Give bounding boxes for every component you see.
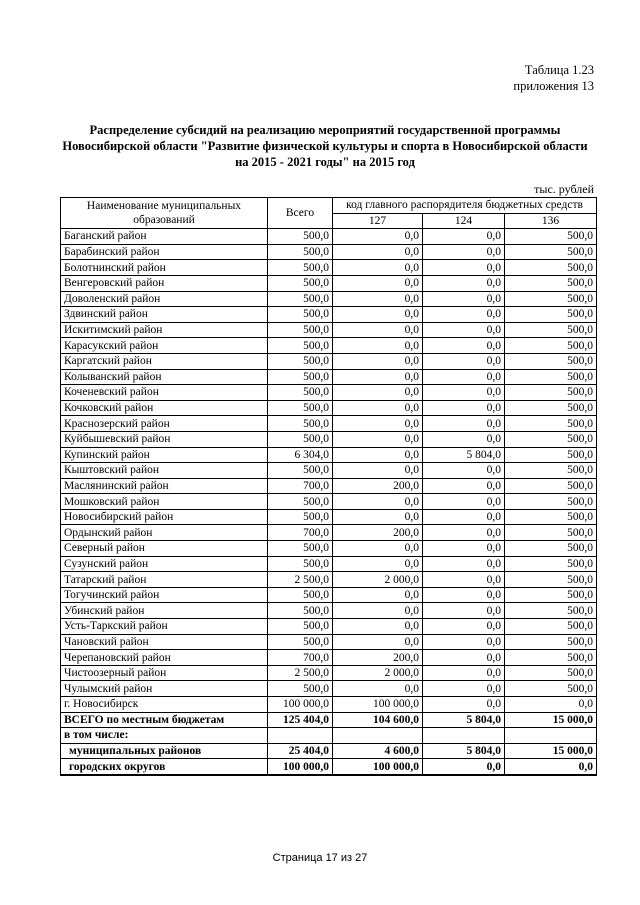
cell-c127 bbox=[333, 728, 423, 744]
cell-c127: 4 600,0 bbox=[333, 743, 423, 759]
page-number: Страница 17 из 27 bbox=[272, 852, 368, 864]
cell-c124: 0,0 bbox=[423, 634, 505, 650]
cell-c124: 5 804,0 bbox=[423, 743, 505, 759]
cell-c127: 200,0 bbox=[333, 478, 423, 494]
cell-name: Убинский район bbox=[61, 603, 268, 619]
table-row bbox=[61, 603, 597, 619]
cell-name: Ордынский район bbox=[61, 525, 268, 541]
table-row bbox=[61, 759, 597, 775]
cell-total: 500,0 bbox=[268, 603, 333, 619]
table-row bbox=[61, 697, 597, 713]
cell-name: Чистоозерный район bbox=[61, 665, 268, 681]
cell-c124: 0,0 bbox=[423, 416, 505, 432]
cell-name: Купинский район bbox=[61, 447, 268, 463]
cell-c136: 500,0 bbox=[505, 541, 597, 557]
cell-total: 100 000,0 bbox=[268, 759, 333, 775]
cell-name: Искитимский район bbox=[61, 322, 268, 338]
table-row bbox=[61, 322, 597, 338]
cell-total: 500,0 bbox=[268, 260, 333, 276]
table-row bbox=[61, 541, 597, 557]
cell-c124: 5 804,0 bbox=[423, 712, 505, 728]
cell-total: 100 000,0 bbox=[268, 697, 333, 713]
cell-total: 6 304,0 bbox=[268, 447, 333, 463]
cell-c136 bbox=[505, 728, 597, 744]
cell-c127: 200,0 bbox=[333, 525, 423, 541]
cell-total: 500,0 bbox=[268, 463, 333, 479]
cell-c127: 104 600,0 bbox=[333, 712, 423, 728]
cell-c136: 500,0 bbox=[505, 416, 597, 432]
cell-c136: 500,0 bbox=[505, 681, 597, 697]
cell-total: 500,0 bbox=[268, 291, 333, 307]
cell-total: 125 404,0 bbox=[268, 712, 333, 728]
cell-name: Колыванский район bbox=[61, 369, 268, 385]
cell-total bbox=[268, 728, 333, 744]
cell-c136: 500,0 bbox=[505, 650, 597, 666]
cell-name: муниципальных районов bbox=[61, 743, 268, 759]
cell-c124: 0,0 bbox=[423, 525, 505, 541]
cell-c127: 0,0 bbox=[333, 229, 423, 245]
cell-c124: 0,0 bbox=[423, 603, 505, 619]
cell-c124: 0,0 bbox=[423, 494, 505, 510]
title-line-3: на 2015 - 2021 годы" на 2015 год bbox=[235, 155, 415, 169]
cell-total: 500,0 bbox=[268, 431, 333, 447]
table-row bbox=[61, 291, 597, 307]
cell-c127: 0,0 bbox=[333, 307, 423, 323]
cell-c136: 500,0 bbox=[505, 244, 597, 260]
cell-name: Новосибирский район bbox=[61, 509, 268, 525]
units-label: тыс. рублей bbox=[534, 182, 594, 196]
cell-c124: 0,0 bbox=[423, 759, 505, 775]
cell-c124: 5 804,0 bbox=[423, 447, 505, 463]
cell-name: Северный район bbox=[61, 541, 268, 557]
table-row bbox=[61, 244, 597, 260]
cell-c127: 100 000,0 bbox=[333, 697, 423, 713]
cell-c136: 0,0 bbox=[505, 697, 597, 713]
cell-c127: 0,0 bbox=[333, 369, 423, 385]
cell-name: Черепановский район bbox=[61, 650, 268, 666]
cell-name: Доволенский район bbox=[61, 291, 268, 307]
cell-c136: 500,0 bbox=[505, 275, 597, 291]
cell-c127: 2 000,0 bbox=[333, 572, 423, 588]
cell-c136: 500,0 bbox=[505, 494, 597, 510]
table-body bbox=[61, 229, 597, 775]
table-row bbox=[61, 525, 597, 541]
cell-total: 500,0 bbox=[268, 587, 333, 603]
table-row bbox=[61, 478, 597, 494]
cell-total: 500,0 bbox=[268, 400, 333, 416]
cell-name: Тогучинский район bbox=[61, 587, 268, 603]
cell-total: 2 500,0 bbox=[268, 572, 333, 588]
cell-c136: 500,0 bbox=[505, 587, 597, 603]
cell-c124: 0,0 bbox=[423, 665, 505, 681]
cell-total: 500,0 bbox=[268, 509, 333, 525]
table-row bbox=[61, 431, 597, 447]
cell-total: 500,0 bbox=[268, 681, 333, 697]
table-row bbox=[61, 650, 597, 666]
cell-c127: 2 000,0 bbox=[333, 665, 423, 681]
table-row bbox=[61, 416, 597, 432]
cell-c136: 500,0 bbox=[505, 338, 597, 354]
table-row bbox=[61, 509, 597, 525]
cell-name: ВСЕГО по местным бюджетам bbox=[61, 712, 268, 728]
cell-name: Усть-Таркский район bbox=[61, 619, 268, 635]
cell-name: Болотнинский район bbox=[61, 260, 268, 276]
cell-name: Венгеровский район bbox=[61, 275, 268, 291]
document-title bbox=[40, 122, 610, 170]
cell-total: 500,0 bbox=[268, 416, 333, 432]
cell-c136: 500,0 bbox=[505, 572, 597, 588]
table-row bbox=[61, 587, 597, 603]
cell-c136: 500,0 bbox=[505, 431, 597, 447]
cell-name: Куйбышевский район bbox=[61, 431, 268, 447]
cell-c136: 15 000,0 bbox=[505, 712, 597, 728]
cell-total: 500,0 bbox=[268, 353, 333, 369]
cell-c136: 500,0 bbox=[505, 260, 597, 276]
cell-total: 700,0 bbox=[268, 478, 333, 494]
cell-c127: 100 000,0 bbox=[333, 759, 423, 775]
cell-name: Здвинский район bbox=[61, 307, 268, 323]
cell-total: 25 404,0 bbox=[268, 743, 333, 759]
cell-total: 700,0 bbox=[268, 650, 333, 666]
cell-total: 2 500,0 bbox=[268, 665, 333, 681]
cell-c136: 500,0 bbox=[505, 307, 597, 323]
cell-c127: 0,0 bbox=[333, 291, 423, 307]
table-row bbox=[61, 307, 597, 323]
cell-total: 500,0 bbox=[268, 322, 333, 338]
cell-c136: 500,0 bbox=[505, 509, 597, 525]
cell-total: 500,0 bbox=[268, 619, 333, 635]
cell-c124: 0,0 bbox=[423, 681, 505, 697]
cell-name: Каргатский район bbox=[61, 353, 268, 369]
cell-c124: 0,0 bbox=[423, 572, 505, 588]
cell-c124: 0,0 bbox=[423, 650, 505, 666]
header-total-column: Всего bbox=[268, 198, 333, 229]
table-row bbox=[61, 556, 597, 572]
cell-c127: 0,0 bbox=[333, 260, 423, 276]
cell-c127: 0,0 bbox=[333, 587, 423, 603]
table-row bbox=[61, 712, 597, 728]
cell-c124: 0,0 bbox=[423, 463, 505, 479]
cell-c136: 500,0 bbox=[505, 634, 597, 650]
cell-c124: 0,0 bbox=[423, 556, 505, 572]
cell-total: 500,0 bbox=[268, 541, 333, 557]
cell-c136: 500,0 bbox=[505, 665, 597, 681]
cell-c124: 0,0 bbox=[423, 260, 505, 276]
cell-c124: 0,0 bbox=[423, 353, 505, 369]
header-code-group: код главного распорядителя бюджетных средств bbox=[333, 198, 597, 214]
cell-c124: 0,0 bbox=[423, 291, 505, 307]
table-caption bbox=[513, 62, 594, 94]
cell-c124: 0,0 bbox=[423, 478, 505, 494]
cell-name: Маслянинский район bbox=[61, 478, 268, 494]
cell-c127: 0,0 bbox=[333, 322, 423, 338]
cell-c136: 500,0 bbox=[505, 291, 597, 307]
cell-name: г. Новосибирск bbox=[61, 697, 268, 713]
cell-name: Краснозерский район bbox=[61, 416, 268, 432]
cell-c127: 0,0 bbox=[333, 541, 423, 557]
cell-name: городских округов bbox=[61, 759, 268, 775]
cell-name: Чулымский район bbox=[61, 681, 268, 697]
cell-c127: 0,0 bbox=[333, 634, 423, 650]
cell-c124: 0,0 bbox=[423, 587, 505, 603]
cell-c124: 0,0 bbox=[423, 385, 505, 401]
table-row bbox=[61, 619, 597, 635]
table-row bbox=[61, 681, 597, 697]
cell-c127: 0,0 bbox=[333, 416, 423, 432]
cell-name: Чановский район bbox=[61, 634, 268, 650]
table-row bbox=[61, 275, 597, 291]
table-row bbox=[61, 572, 597, 588]
cell-c124: 0,0 bbox=[423, 697, 505, 713]
cell-c136: 500,0 bbox=[505, 603, 597, 619]
cell-total: 500,0 bbox=[268, 494, 333, 510]
cell-c124: 0,0 bbox=[423, 275, 505, 291]
cell-name: в том числе: bbox=[61, 728, 268, 744]
table-row bbox=[61, 338, 597, 354]
cell-c136: 500,0 bbox=[505, 400, 597, 416]
cell-c136: 0,0 bbox=[505, 759, 597, 775]
cell-c124: 0,0 bbox=[423, 369, 505, 385]
cell-c136: 15 000,0 bbox=[505, 743, 597, 759]
cell-c124: 0,0 bbox=[423, 244, 505, 260]
table-row bbox=[61, 400, 597, 416]
cell-total: 500,0 bbox=[268, 556, 333, 572]
cell-c124: 0,0 bbox=[423, 338, 505, 354]
cell-c124: 0,0 bbox=[423, 400, 505, 416]
header-code-136: 136 bbox=[505, 213, 597, 229]
cell-name: Барабинский район bbox=[61, 244, 268, 260]
cell-total: 500,0 bbox=[268, 634, 333, 650]
table-row bbox=[61, 369, 597, 385]
cell-c127: 0,0 bbox=[333, 353, 423, 369]
table-row bbox=[61, 728, 597, 744]
table-row bbox=[61, 260, 597, 276]
cell-c127: 0,0 bbox=[333, 619, 423, 635]
cell-c136: 500,0 bbox=[505, 447, 597, 463]
cell-c124: 0,0 bbox=[423, 322, 505, 338]
appendix-number: приложения 13 bbox=[513, 79, 594, 93]
cell-c136: 500,0 bbox=[505, 369, 597, 385]
cell-c127: 0,0 bbox=[333, 463, 423, 479]
cell-c127: 0,0 bbox=[333, 447, 423, 463]
title-line-1: Распределение субсидий на реализацию мероприятий государственной программы bbox=[89, 123, 561, 137]
table-row bbox=[61, 494, 597, 510]
cell-c127: 0,0 bbox=[333, 681, 423, 697]
cell-total: 500,0 bbox=[268, 385, 333, 401]
cell-c127: 0,0 bbox=[333, 244, 423, 260]
cell-name: Карасукский район bbox=[61, 338, 268, 354]
cell-total: 700,0 bbox=[268, 525, 333, 541]
table-row bbox=[61, 463, 597, 479]
cell-c136: 500,0 bbox=[505, 525, 597, 541]
cell-c127: 0,0 bbox=[333, 494, 423, 510]
table-row bbox=[61, 385, 597, 401]
table-row bbox=[61, 353, 597, 369]
cell-c124: 0,0 bbox=[423, 541, 505, 557]
cell-c127: 200,0 bbox=[333, 650, 423, 666]
cell-c124: 0,0 bbox=[423, 229, 505, 245]
cell-c136: 500,0 bbox=[505, 385, 597, 401]
cell-name: Кыштовский район bbox=[61, 463, 268, 479]
cell-c127: 0,0 bbox=[333, 275, 423, 291]
cell-c127: 0,0 bbox=[333, 338, 423, 354]
table-row bbox=[61, 634, 597, 650]
cell-c136: 500,0 bbox=[505, 463, 597, 479]
cell-name: Кочковский район bbox=[61, 400, 268, 416]
cell-c127: 0,0 bbox=[333, 385, 423, 401]
table-row bbox=[61, 447, 597, 463]
cell-c127: 0,0 bbox=[333, 509, 423, 525]
cell-name: Коченевский район bbox=[61, 385, 268, 401]
cell-c136: 500,0 bbox=[505, 619, 597, 635]
cell-c127: 0,0 bbox=[333, 603, 423, 619]
cell-total: 500,0 bbox=[268, 338, 333, 354]
cell-total: 500,0 bbox=[268, 275, 333, 291]
cell-c136: 500,0 bbox=[505, 556, 597, 572]
cell-c124 bbox=[423, 728, 505, 744]
cell-c124: 0,0 bbox=[423, 509, 505, 525]
cell-c124: 0,0 bbox=[423, 307, 505, 323]
cell-c136: 500,0 bbox=[505, 478, 597, 494]
cell-name: Баганский район bbox=[61, 229, 268, 245]
cell-c136: 500,0 bbox=[505, 353, 597, 369]
cell-total: 500,0 bbox=[268, 244, 333, 260]
cell-total: 500,0 bbox=[268, 307, 333, 323]
cell-total: 500,0 bbox=[268, 229, 333, 245]
cell-c136: 500,0 bbox=[505, 322, 597, 338]
cell-name: Мошковский район bbox=[61, 494, 268, 510]
cell-name: Татарский район bbox=[61, 572, 268, 588]
header-code-127: 127 bbox=[333, 213, 423, 229]
header-code-124: 124 bbox=[423, 213, 505, 229]
table-number: Таблица 1.23 bbox=[524, 63, 594, 77]
title-line-2: Новосибирской области "Развитие физической культуры и спорта в Новосибирской области bbox=[62, 139, 588, 153]
header-name-column: Наименование муниципальных образований bbox=[61, 198, 268, 229]
cell-total: 500,0 bbox=[268, 369, 333, 385]
table-row bbox=[61, 665, 597, 681]
cell-c124: 0,0 bbox=[423, 619, 505, 635]
cell-name: Сузунский район bbox=[61, 556, 268, 572]
cell-c127: 0,0 bbox=[333, 556, 423, 572]
cell-c136: 500,0 bbox=[505, 229, 597, 245]
cell-c124: 0,0 bbox=[423, 431, 505, 447]
subsidy-table bbox=[60, 197, 597, 776]
cell-c127: 0,0 bbox=[333, 431, 423, 447]
table-row bbox=[61, 229, 597, 245]
cell-c127: 0,0 bbox=[333, 400, 423, 416]
table-row bbox=[61, 743, 597, 759]
